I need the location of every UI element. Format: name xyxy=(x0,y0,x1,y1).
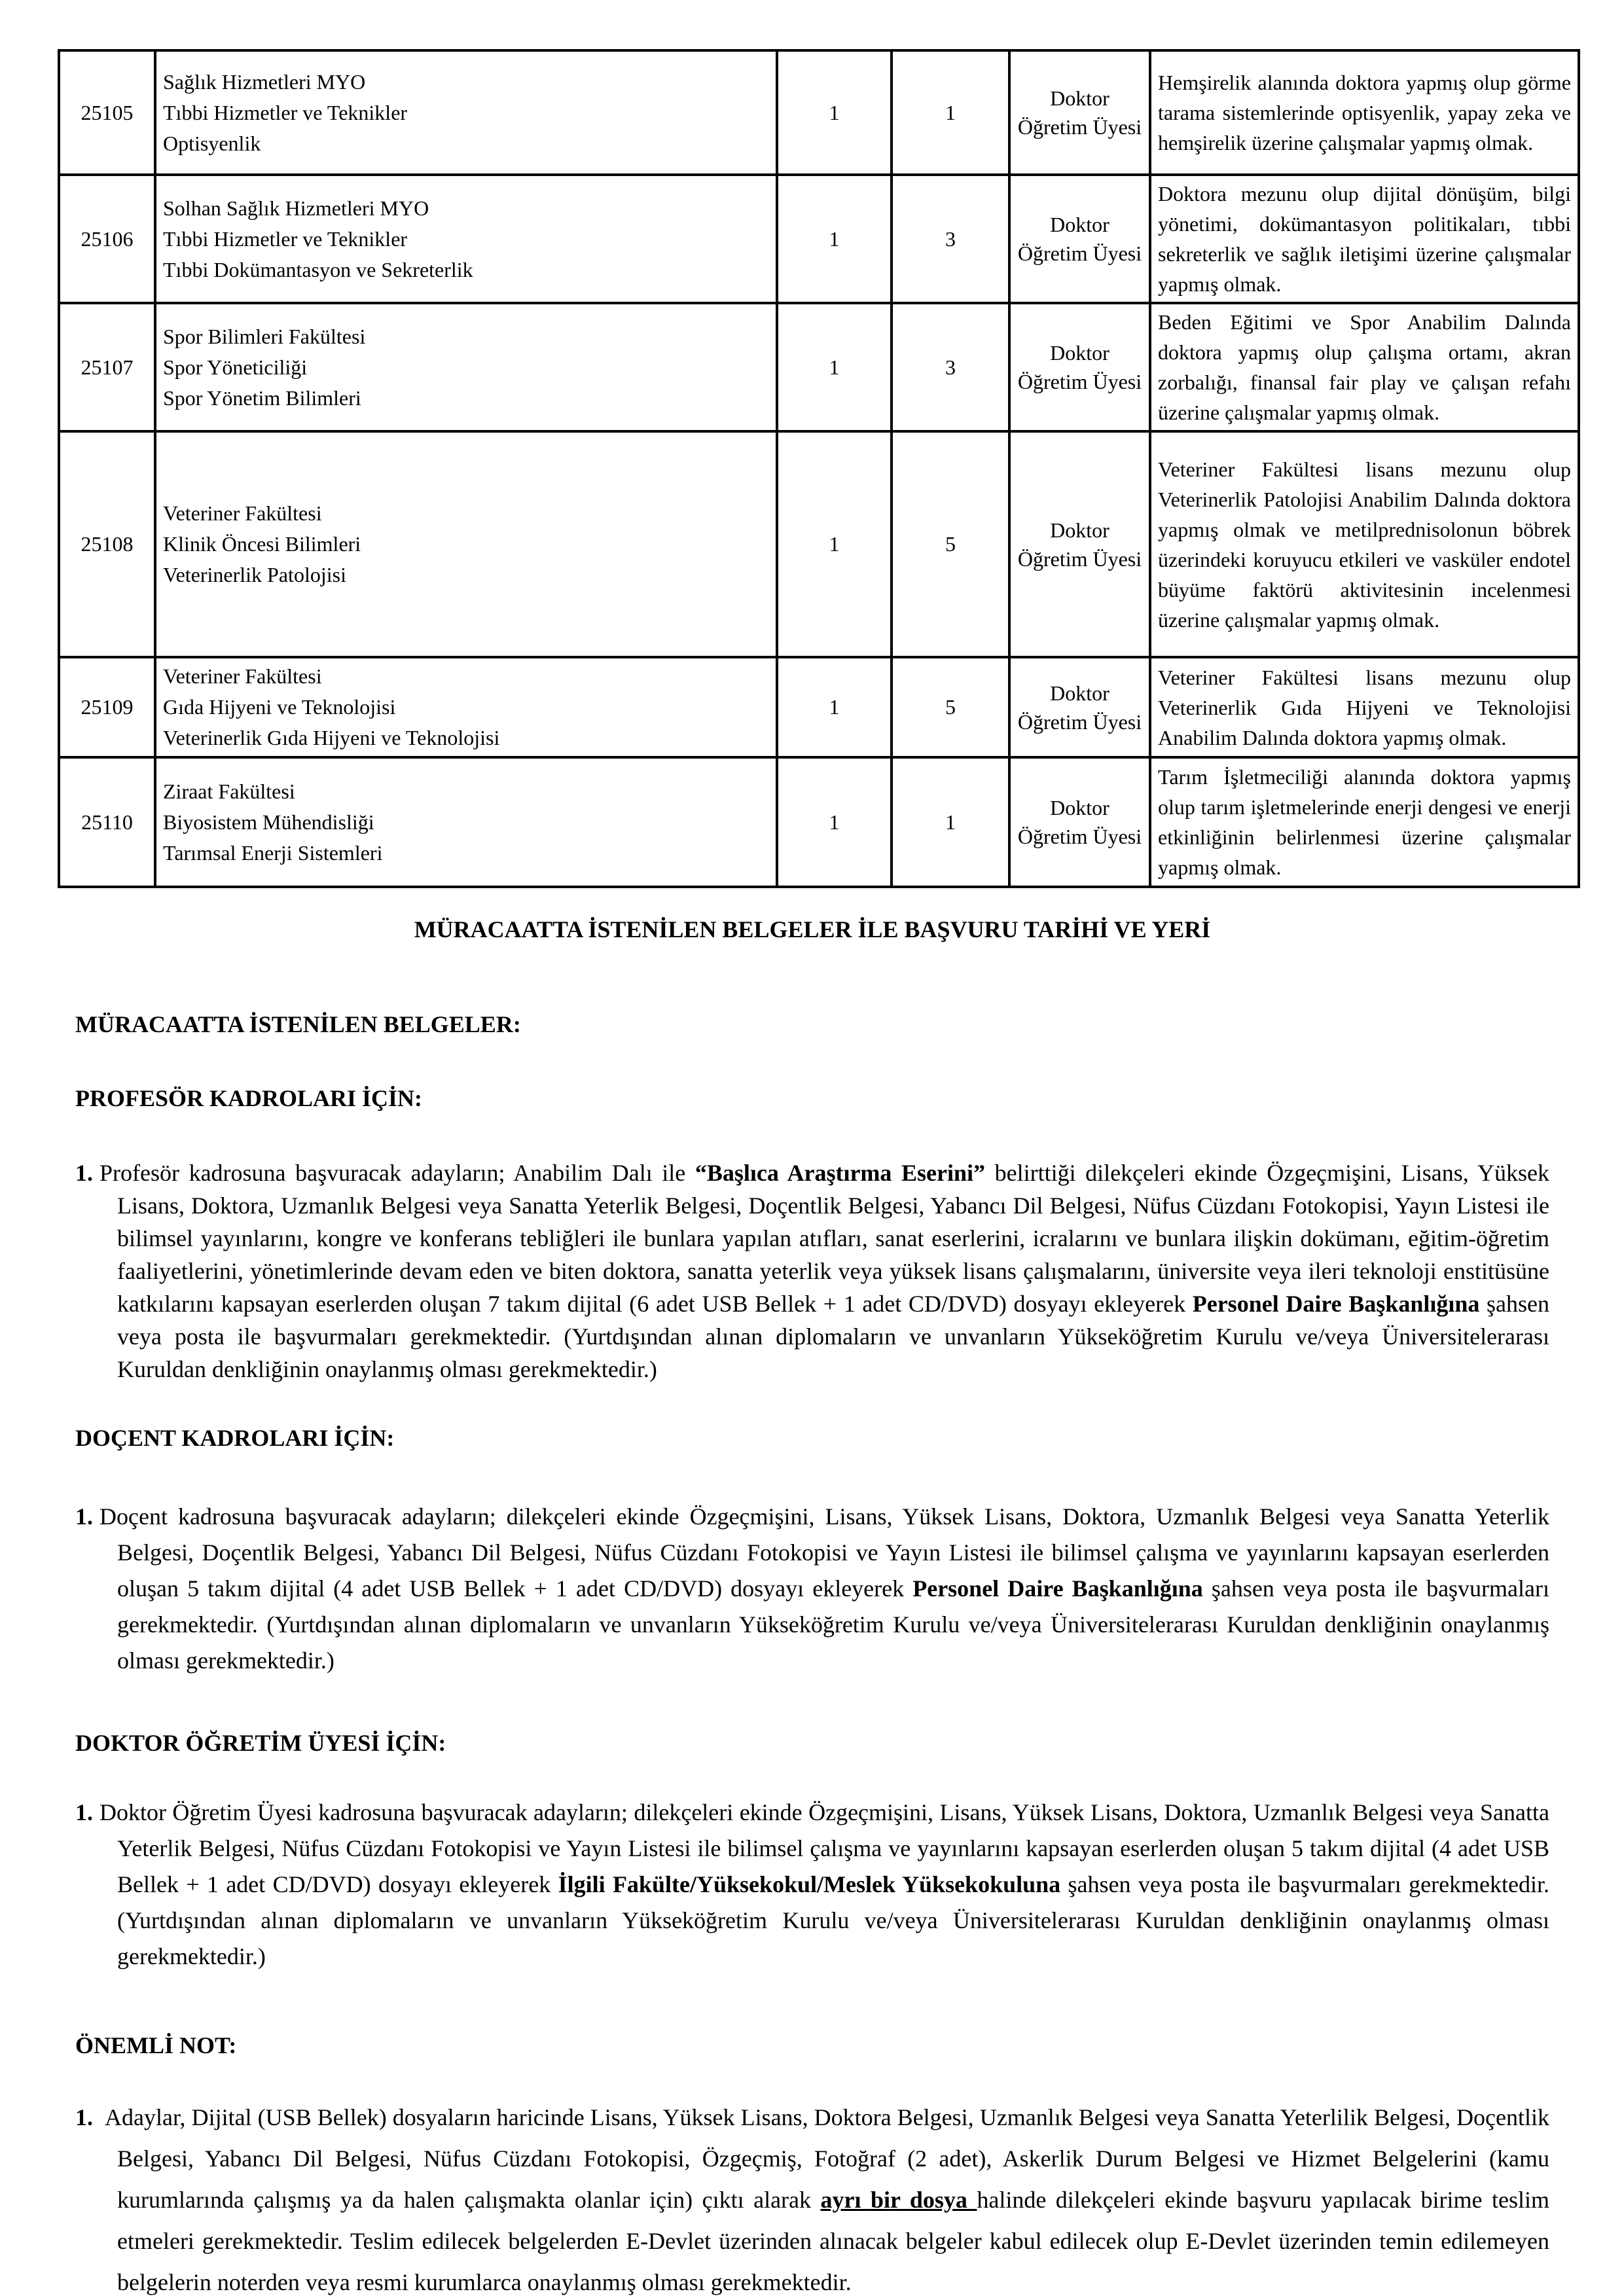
unit-line: Veterinerlik Gıda Hijyeni ve Teknolojisi xyxy=(163,726,500,749)
unit-line: Veteriner Fakültesi xyxy=(163,501,322,525)
unit-line: Veterinerlik Patolojisi xyxy=(163,563,346,586)
position-code-cell: 25106 xyxy=(59,175,155,303)
heading-documents-required: MÜRACAATTA İSTENİLEN BELGELER: xyxy=(75,1011,521,1037)
text-run: belirttiği dilekçeleri ekinde Özgeçmişini, Lisans, Yüksek Lisans, Doktora, Uzmanlık Belgesi veya Sanatta Yeterlik Belgesi, Doçentlik Belgesi, Yabancı Dil Belgesi, Nüfus Cüzdanı Fotokopisi, Yayın Listesi ile bilimsel yayınlarını, kongre ve konferans tebliğleri ile bunlara yapılan atıfları, sanat eserlerini, icralarını ve bunlara ilişkin dokümanı, eğitim-öğretim faaliyetlerini, yönetimlerinde devam eden ve biten doktora, sanatta yeterlik veya yüksek lisans çalışmalarını, üniversite veya ileri teknoloji enstitüsüne katkılarını kapsayan eserlerden oluşan 7 takım dijital (6 adet USB Bellek + 1 adet CD/DVD) dosyayı ekleyerek xyxy=(117,1160,1549,1317)
degree-cell: 1 xyxy=(777,657,892,757)
count-cell: 1 xyxy=(892,757,1009,887)
main-title: MÜRACAATTA İSTENİLEN BELGELER İLE BAŞVURU TARİHİ VE YERİ xyxy=(414,916,1211,942)
degree-cell: 1 xyxy=(777,757,892,887)
position-code-cell: 25105 xyxy=(59,50,155,175)
count-cell: 3 xyxy=(892,175,1009,303)
text-run: Personel Daire Başkanlığına xyxy=(912,1575,1203,1602)
text-run: şahsen veya posta ile başvurmaları gerekmektedir. (Yurtdışından alınan diplomaların ve unvanların Yükseköğretim Kurulu ve/veya Üniversitelerarası Kuruldan denkliğinin onaylanmış olması gerekmektedir.) xyxy=(117,1871,1550,1969)
unit-line: Spor Yönetim Bilimleri xyxy=(163,386,361,410)
unit-line: Solhan Sağlık Hizmetleri MYO xyxy=(163,196,429,220)
requirements-cell: Doktora mezunu olup dijital dönüşüm, bilgi yönetimi, dokümantasyon politikaları, tıbbi sekreterlik ve sağlık iletişimi üzerine çalışmalar yapmış olmak. xyxy=(1150,175,1579,303)
heading-important-note: ÖNEMLİ NOT: xyxy=(75,2032,237,2058)
unit-cell xyxy=(155,431,777,657)
text-run: ayrı bir dosya xyxy=(820,2187,977,2213)
unit-cell xyxy=(155,757,777,887)
title-cell: Doktor Öğretim Üyesi xyxy=(1009,175,1150,303)
title-cell: Doktor Öğretim Üyesi xyxy=(1009,431,1150,657)
degree-cell: 1 xyxy=(777,50,892,175)
table-row xyxy=(59,431,1579,657)
degree-cell: 1 xyxy=(777,175,892,303)
positions-table xyxy=(58,49,1580,888)
list-number: 1. xyxy=(75,2104,93,2130)
unit-line: Tıbbi Dokümantasyon ve Sekreterlik xyxy=(163,257,473,281)
requirements-cell: Veteriner Fakültesi lisans mezunu olup Veterinerlik Patolojisi Anabilim Dalında doktora yapmış olmak ve metilprednisolonun böbrek üzerindeki koruyucu etkileri ve vasküler endotel büyüme faktörü aktivitesinin incelenmesi üzerine çalışmalar yapmış olmak. xyxy=(1150,431,1579,657)
table-row xyxy=(59,50,1579,175)
list-number: 1. xyxy=(75,1503,93,1530)
text-run: Adaylar, Dijital (USB Bellek) dosyaların haricinde Lisans, Yüksek Lisans, Doktora Belgesi, Uzmanlık Belgesi veya Sanatta Yeterlilik Belgesi, Doçentlik Belgesi, Yabancı Dil Belgesi, Nüfus Cüzdanı Fotokopisi, Özgeçmiş, Fotoğraf (2 adet), Askerlik Durum Belgesi ve Hizmet Belgelerini (kamu kurumlarında çalışmış ya da halen çalışmakta olanlar için) çıktı alarak xyxy=(105,2104,1549,2213)
document-body xyxy=(75,915,1549,2296)
unit-line: Optisyenlik xyxy=(163,131,261,155)
positions-table-body xyxy=(59,50,1579,887)
unit-line: Ziraat Fakültesi xyxy=(163,779,295,803)
count-cell: 5 xyxy=(892,657,1009,757)
position-code-cell: 25107 xyxy=(59,303,155,431)
position-code-cell: 25109 xyxy=(59,657,155,757)
unit-line: Sağlık Hizmetleri MYO xyxy=(163,69,366,94)
unit-cell xyxy=(155,50,777,175)
degree-cell: 1 xyxy=(777,303,892,431)
text-run: İlgili Fakülte/Yüksekokul/Meslek Yüksekokuluna xyxy=(558,1871,1061,1897)
table-row xyxy=(59,175,1579,303)
title-cell: Doktor Öğretim Üyesi xyxy=(1009,757,1150,887)
paragraph-doctor xyxy=(75,1795,1549,1975)
count-cell: 5 xyxy=(892,431,1009,657)
table-row xyxy=(59,303,1579,431)
position-code-cell: 25110 xyxy=(59,757,155,887)
paragraph-professor xyxy=(75,1157,1549,1386)
requirements-cell: Hemşirelik alanında doktora yapmış olup görme tarama sistemlerinde optisyenlik, yapay zeka ve hemşirelik üzerine çalışmalar yapmış olmak. xyxy=(1150,50,1579,175)
count-cell: 1 xyxy=(892,50,1009,175)
text-run: şahsen veya posta ile başvurmaları gerekmektedir. (Yurtdışından alınan diplomaların ve unvanların Yükseköğretim Kurulu ve/veya Üniversitelerarası Kuruldan denkliğinin onaylanmış olması gerekmektedir.) xyxy=(117,1291,1549,1382)
heading-doctor: DOKTOR ÖĞRETİM ÜYESİ İÇİN: xyxy=(75,1730,446,1756)
title-cell: Doktor Öğretim Üyesi xyxy=(1009,303,1150,431)
paragraph-important-note xyxy=(75,2097,1549,2296)
text-run: Doktor Öğretim Üyesi kadrosuna başvuracak adayların; dilekçeleri ekinde Özgeçmişini, Lisans, Yüksek Lisans, Doktora, Uzmanlık Belgesi veya Sanatta Yeterlik Belgesi, Nüfus Cüzdanı Fotokopisi ve Yayın Listesi ile bilimsel çalışma ve yayınlarını kapsayan eserlerden oluşan 5 takım dijital (4 adet USB Bellek + 1 adet CD/DVD) dosyayı ekleyerek xyxy=(99,1799,1549,1897)
unit-cell xyxy=(155,175,777,303)
unit-cell xyxy=(155,303,777,431)
degree-cell: 1 xyxy=(777,431,892,657)
table-row xyxy=(59,757,1579,887)
requirements-cell: Tarım İşletmeciliği alanında doktora yapmış olup tarım işletmelerinde enerji dengesi ve enerji etkinliğinin belirlenmesi üzerine çalışmalar yapmış olmak. xyxy=(1150,757,1579,887)
title-cell: Doktor Öğretim Üyesi xyxy=(1009,50,1150,175)
text-run: Doçent kadrosuna başvuracak adayların; dilekçeleri ekinde Özgeçmişini, Lisans, Yüksek Lisans, Doktora, Uzmanlık Belgesi veya Sanatta Yeterlik Belgesi, Doçentlik Belgesi, Yabancı Dil Belgesi, Nüfus Cüzdanı Fotokopisi ve Yayın Listesi ile bilimsel çalışma ve yayınlarını kapsayan eserlerden oluşan 5 takım dijital (4 adet USB Bellek + 1 adet CD/DVD) dosyayı ekleyerek xyxy=(99,1503,1549,1602)
heading-professor: PROFESÖR KADROLARI İÇİN: xyxy=(75,1085,423,1111)
unit-line: Gıda Hijyeni ve Teknolojisi xyxy=(163,695,396,719)
text-run: Profesör kadrosuna başvuracak adayların; Anabilim Dalı ile xyxy=(99,1160,695,1186)
position-code-cell: 25108 xyxy=(59,431,155,657)
unit-cell xyxy=(155,657,777,757)
list-number: 1. xyxy=(75,1160,93,1186)
text-run: “Başlıca Araştırma Eserini” xyxy=(695,1160,986,1186)
text-run: halinde dilekçeleri ekinde başvuru yapılacak birime teslim etmeleri gerekmektedir. Teslim edilecek belgelerden E-Devlet üzerinden alınacak belgeler kabul edilecek olup E-Devlet üzerinden temin edilemeyen belgelerin noterden veya resmi kurumlarca onaylanmış olması gerekmektedir. xyxy=(117,2187,1549,2295)
requirements-cell: Veteriner Fakültesi lisans mezunu olup Veterinerlik Gıda Hijyeni ve Teknolojisi Anabilim Dalında doktora yapmış olmak. xyxy=(1150,657,1579,757)
title-cell: Doktor Öğretim Üyesi xyxy=(1009,657,1150,757)
unit-line: Tıbbi Hizmetler ve Teknikler xyxy=(163,100,408,124)
table-row xyxy=(59,657,1579,757)
list-number: 1. xyxy=(75,1799,93,1825)
paragraph-docent xyxy=(75,1499,1549,1679)
unit-line: Klinik Öncesi Bilimleri xyxy=(163,532,361,556)
unit-line: Tarımsal Enerji Sistemleri xyxy=(163,840,383,865)
text-run: şahsen veya posta ile başvurmaları gerekmektedir. (Yurtdışından alınan diplomaların ve unvanların Yükseköğretim Kurulu ve/veya Üniversitelerarası Kuruldan denkliğinin onaylanmış olması gerekmektedir.) xyxy=(117,1575,1549,1674)
count-cell: 3 xyxy=(892,303,1009,431)
unit-line: Spor Yöneticiliği xyxy=(163,355,308,379)
text-run: Personel Daire Başkanlığına xyxy=(1192,1291,1480,1317)
heading-docent: DOÇENT KADROLARI İÇİN: xyxy=(75,1425,395,1451)
unit-line: Spor Bilimleri Fakültesi xyxy=(163,324,366,348)
requirements-cell: Beden Eğitimi ve Spor Anabilim Dalında doktora yapmış olup çalışma ortamı, akran zorbalığı, finansal fair play ve çalışan refahı üzerine çalışmalar yapmış olmak. xyxy=(1150,303,1579,431)
unit-line: Tıbbi Hizmetler ve Teknikler xyxy=(163,226,408,251)
unit-line: Biyosistem Mühendisliği xyxy=(163,810,374,834)
unit-line: Veteriner Fakültesi xyxy=(163,664,322,688)
